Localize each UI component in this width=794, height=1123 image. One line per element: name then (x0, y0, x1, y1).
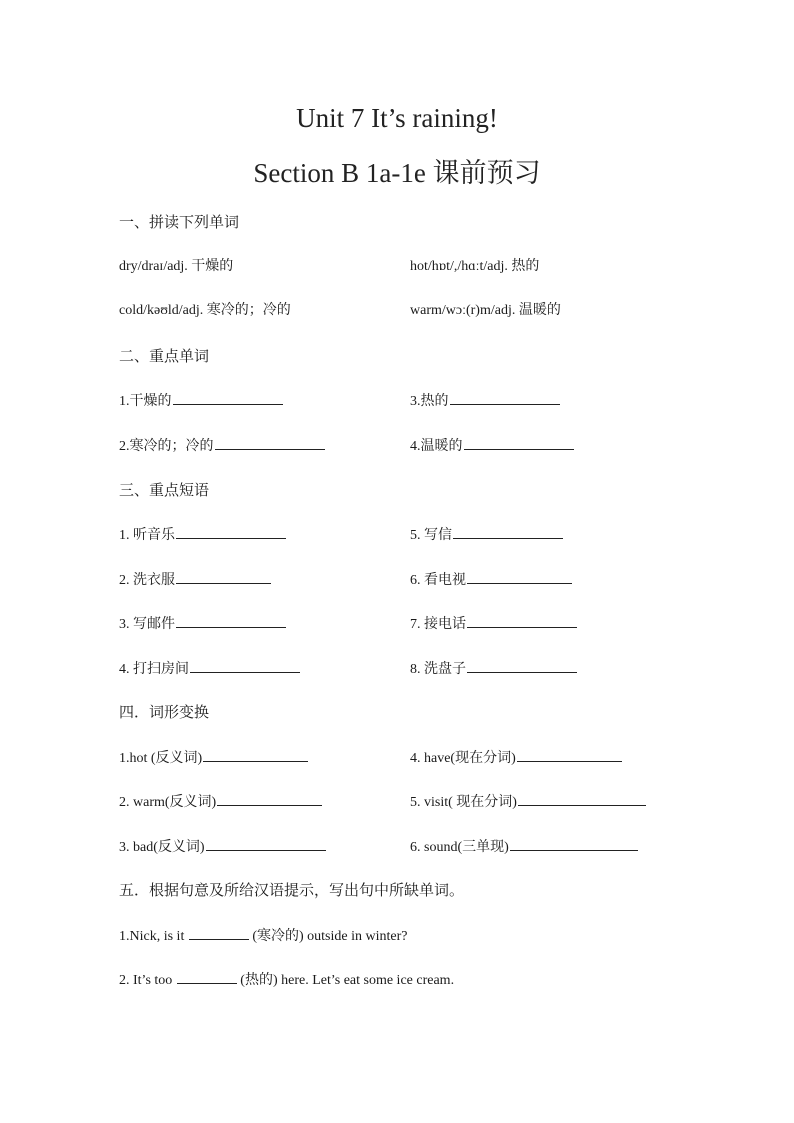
answer-blank[interactable] (176, 524, 286, 539)
phrase-6-label: 6. 看电视 (410, 573, 466, 588)
section-heading-2: 二、重点单词 (119, 347, 210, 365)
answer-blank[interactable] (510, 836, 638, 851)
answer-blank[interactable] (217, 791, 322, 806)
answer-blank[interactable] (203, 747, 308, 762)
sentence-1-start: 1.Nick, is it (119, 929, 185, 944)
phrase-4-label: 4. 打扫房间 (119, 662, 189, 677)
answer-blank[interactable] (464, 435, 574, 450)
word-form-1 (119, 747, 308, 769)
word-form-3 (119, 836, 326, 858)
section-heading-1: 一、拼读下列单词 (119, 213, 240, 231)
key-word-1 (119, 390, 283, 412)
answer-blank[interactable] (517, 747, 622, 762)
word-form-2-label: 2. warm(反义词) (119, 795, 217, 810)
answer-blank[interactable] (215, 435, 325, 450)
section-heading-3: 三、重点短语 (119, 481, 210, 499)
page-subtitle: Section B 1a-1e 课前预习 (253, 158, 541, 188)
phrase-1 (119, 524, 286, 546)
word-form-3-label: 3. bad(反义词) (119, 840, 205, 855)
answer-blank[interactable] (467, 569, 572, 584)
phrase-3-label: 3. 写邮件 (119, 617, 175, 632)
key-word-2 (119, 435, 325, 457)
vocab-cold: cold/kəʊld/adj. 寒冷的；冷的 (119, 303, 291, 318)
section-heading-5: 五．根据句意及所给汉语提示，写出句中所缺单词。 (119, 881, 465, 899)
sentence-2-start: 2. It’s too (119, 973, 173, 988)
answer-blank[interactable] (206, 836, 326, 851)
answer-blank[interactable] (189, 925, 249, 940)
answer-blank[interactable] (467, 613, 577, 628)
word-form-1-label: 1.hot (反义词) (119, 751, 203, 766)
answer-blank[interactable] (177, 969, 237, 984)
key-word-3 (410, 390, 560, 412)
answer-blank[interactable] (450, 390, 560, 405)
sentence-1-end: (寒冷的) outside in winter? (252, 929, 408, 944)
phrase-1-label: 1. 听音乐 (119, 528, 175, 543)
key-word-2-label: 2.寒冷的；冷的 (119, 439, 214, 454)
phrase-4 (119, 658, 300, 680)
sentence-2-end: (热的) here. Let’s eat some ice cream. (240, 973, 455, 988)
answer-blank[interactable] (190, 658, 300, 673)
answer-blank[interactable] (467, 658, 577, 673)
phrase-2-label: 2. 洗衣服 (119, 573, 175, 588)
sentence-2 (119, 969, 454, 991)
word-form-4-label: 4. have(现在分词) (410, 751, 516, 766)
answer-blank[interactable] (173, 390, 283, 405)
answer-blank[interactable] (453, 524, 563, 539)
phrase-8 (410, 658, 577, 680)
page-title: Unit 7 It’s raining! (296, 103, 498, 133)
phrase-7-label: 7. 接电话 (410, 617, 466, 632)
phrase-5-label: 5. 写信 (410, 528, 452, 543)
phrase-5 (410, 524, 563, 546)
answer-blank[interactable] (176, 569, 271, 584)
word-form-5 (410, 791, 646, 813)
phrase-3 (119, 613, 286, 635)
word-form-6 (410, 836, 638, 858)
vocab-hot: hot/hɒt/,/hɑːt/adj. 热的 (410, 259, 540, 274)
vocab-dry: dry/draɪ/adj. 干燥的 (119, 259, 234, 274)
phrase-7 (410, 613, 577, 635)
key-word-4-label: 4.温暖的 (410, 439, 463, 454)
phrase-6 (410, 569, 572, 591)
answer-blank[interactable] (518, 791, 646, 806)
word-form-6-label: 6. sound(三单现) (410, 840, 509, 855)
word-form-2 (119, 791, 322, 813)
vocab-warm: warm/wɔː(r)m/adj. 温暖的 (410, 303, 561, 318)
key-word-4 (410, 435, 574, 457)
word-form-4 (410, 747, 622, 769)
sentence-1 (119, 925, 407, 947)
key-word-1-label: 1.干燥的 (119, 394, 172, 409)
word-form-5-label: 5. visit( 现在分词) (410, 795, 517, 810)
key-word-3-label: 3.热的 (410, 394, 449, 409)
section-heading-4: 四．词形变换 (119, 703, 210, 721)
answer-blank[interactable] (176, 613, 286, 628)
phrase-8-label: 8. 洗盘子 (410, 662, 466, 677)
phrase-2 (119, 569, 271, 591)
